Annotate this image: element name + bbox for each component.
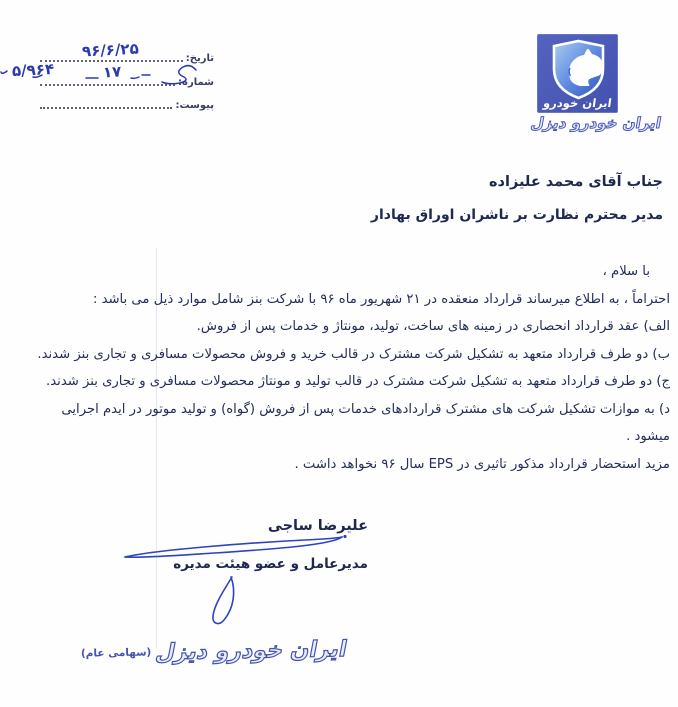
header-attachment-row bbox=[36, 96, 214, 111]
letter-body bbox=[8, 258, 670, 478]
body-line-item-d: د) به موازات تشکیل شرکت های مشترک قراردادهای خدمات پس از فروش (گواه) و تولید موتور در ایدم اجرایی bbox=[61, 401, 670, 417]
signature-block bbox=[173, 518, 368, 572]
attachment-dotted-line bbox=[40, 97, 172, 109]
logo-subbrand-wordmark: ایران خودرو دیزل bbox=[529, 114, 663, 132]
body-line-eps-note: مزید استحضار قرارداد مذکور تاثیری در EPS سال ۹۶ نخواهد داشت . bbox=[294, 456, 670, 472]
company-logo bbox=[530, 26, 662, 138]
recipient-name: جناب آقای محمد علیزاده bbox=[489, 174, 663, 190]
signatory-name: علیرضا ساجی bbox=[267, 518, 368, 534]
recipient-title: مدیر محترم نظارت بر ناشران اوراق بهادار bbox=[370, 207, 663, 223]
recipient-block bbox=[371, 166, 663, 232]
handwritten-number-right: ۱۷ bbox=[102, 62, 122, 82]
date-label: تاریخ: bbox=[185, 53, 214, 64]
body-line-item-a: الف) عقد قرارداد انحصاری در زمینه های ساخت، تولید، مونتاژ و خدمات پس از فروش. bbox=[196, 319, 670, 334]
body-line-salutation: با سلام ، bbox=[602, 264, 650, 279]
logo-wordmark: ایران خودرو bbox=[542, 96, 613, 110]
logo-square bbox=[537, 34, 618, 113]
stamp-wordmark: ایران خودرو دیزل bbox=[153, 636, 350, 665]
stamp-suffix: (سهامی عام) bbox=[80, 646, 152, 660]
body-line-item-b: ب) دو طرف قرارداد متعهد به تشکیل شرکت مشترک در قالب خرید و فروش محصولات مسافری و تجاری بنز شدند. bbox=[37, 346, 670, 362]
body-line-item-d-cont: میشود . bbox=[626, 429, 670, 444]
handwritten-date-value: ۹۶/۶/۲۵ bbox=[81, 39, 140, 61]
body-line-intro: احتراماً ، به اطلاع میرساند قرارداد منعقده در ۲۱ شهریور ماه ۹۶ با شرکت بنز شامل موارد ذیل می باشد : bbox=[92, 291, 670, 307]
company-stamp bbox=[80, 626, 350, 676]
pen-scribble-icon bbox=[0, 56, 230, 96]
body-line-item-c: ج) دو طرف قرارداد متعهد به تشکیل شرکت مشترک در قالب تولید و مونتاژ محصولات مسافری و تجاری بنز شدند. bbox=[46, 374, 670, 389]
handwritten-number-left: ۵/۹۶۴ bbox=[11, 59, 55, 81]
attachment-label: پیوست: bbox=[175, 100, 214, 111]
number-label: شماره: bbox=[178, 77, 214, 88]
signatory-title: مدیرعامل و عضو هیئت مدیره bbox=[173, 556, 368, 572]
horse-shield-icon bbox=[550, 39, 607, 101]
